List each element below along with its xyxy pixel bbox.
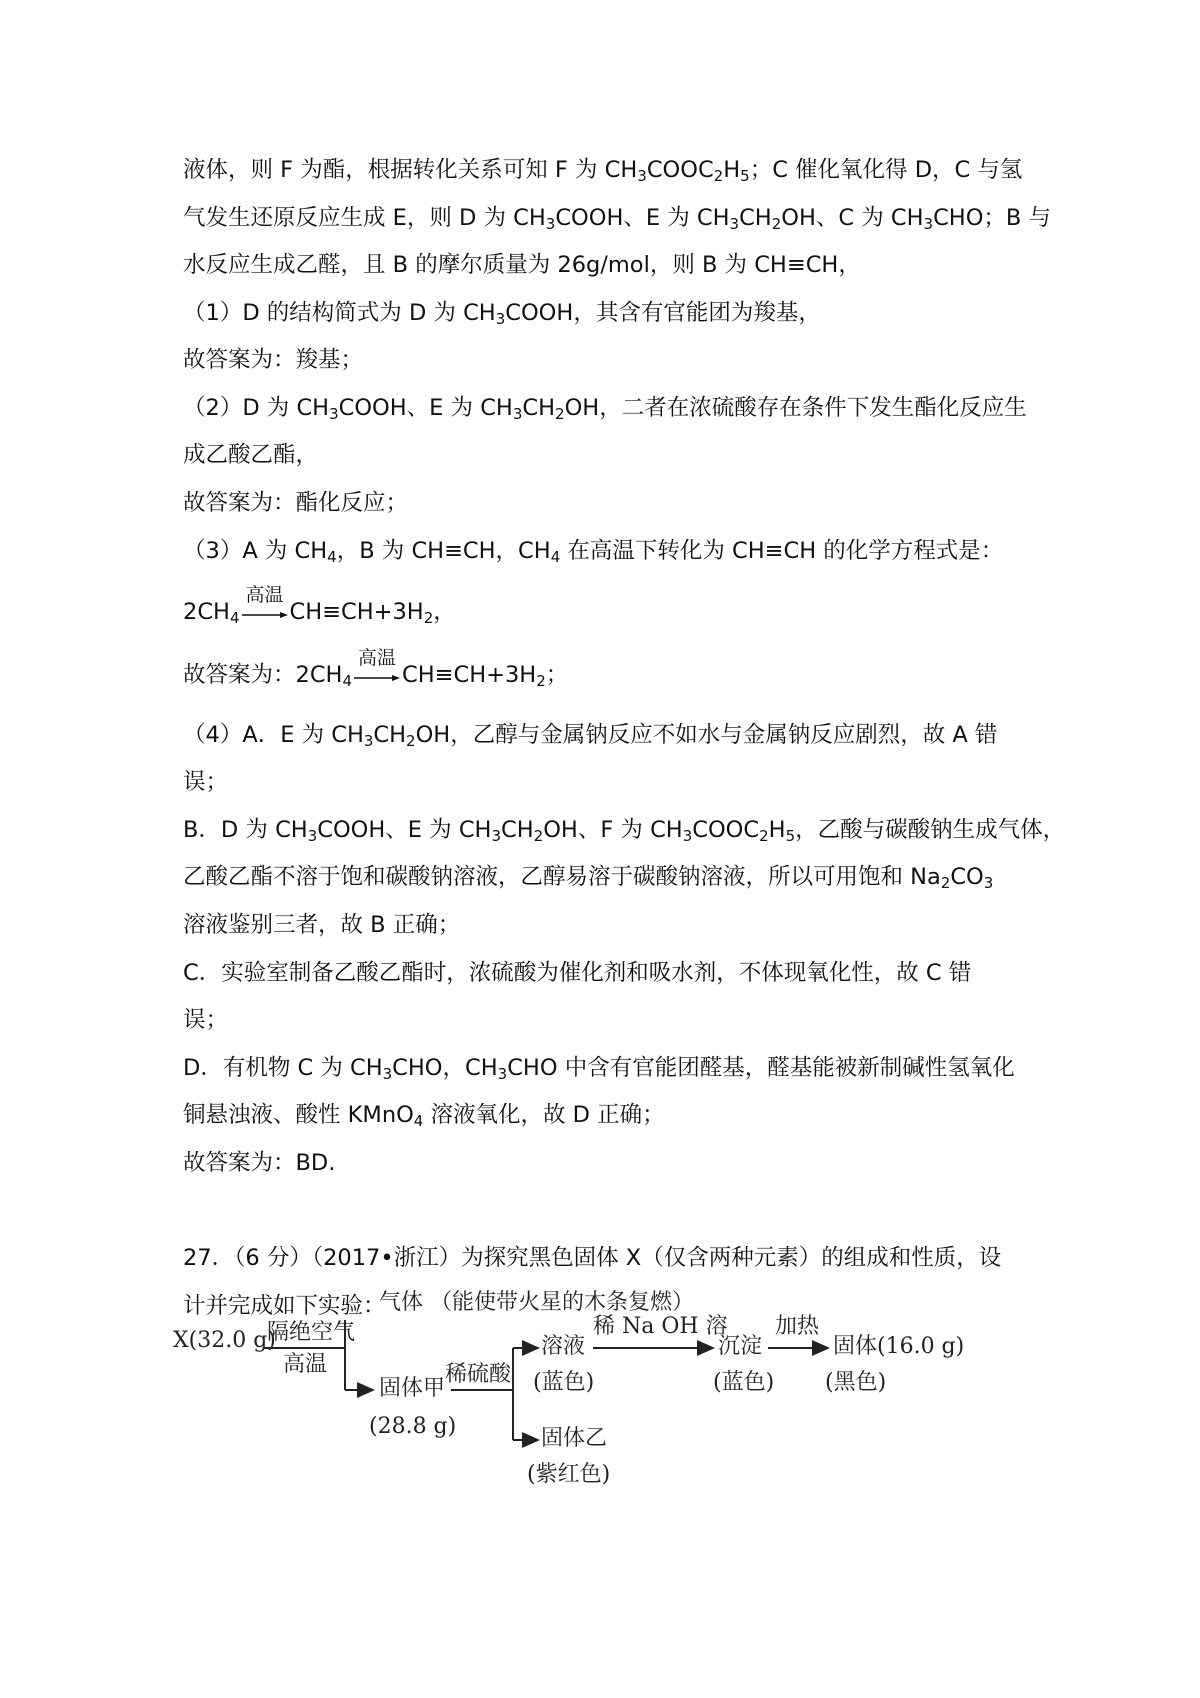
text-fragment: H bbox=[723, 157, 741, 183]
subscript: 3 bbox=[512, 405, 523, 423]
text-line bbox=[183, 392, 1033, 424]
text-fragment: 气发生还原反应生成 E，则 D 为 CH bbox=[183, 205, 546, 231]
subscript: 3 bbox=[637, 167, 647, 185]
text-fragment: COOC bbox=[692, 817, 760, 843]
text-fragment: 溶液氧化，故 D 正确； bbox=[423, 1102, 665, 1128]
text-fragment: CH≡CH+3H bbox=[402, 662, 537, 688]
text-fragment: D．有机物 C 为 CH bbox=[183, 1055, 383, 1081]
text-fragment: （1）D 的结构简式为 D 为 CH bbox=[183, 300, 496, 326]
text-fragment: B．D 为 CH bbox=[183, 817, 308, 843]
text-fragment: 故答案为：BD. bbox=[183, 1150, 336, 1176]
text-fragment: CH bbox=[739, 205, 772, 231]
subscript: 2 bbox=[771, 215, 782, 233]
text-fragment: COOH、E 为 CH bbox=[317, 817, 492, 843]
text-fragment: COOH，其含有官能团为羧基， bbox=[505, 300, 821, 326]
text-line bbox=[183, 909, 1033, 941]
text-fragment: 误； bbox=[183, 769, 229, 795]
flow-solid-c: 固体(16.0 g) bbox=[833, 1334, 965, 1359]
subscript: 4 bbox=[229, 609, 240, 627]
subscript: 4 bbox=[327, 548, 337, 566]
text-line bbox=[183, 249, 1033, 281]
subscript: 3 bbox=[497, 1065, 508, 1083]
text-line bbox=[183, 1004, 1033, 1036]
text-fragment: CHO；B 与 bbox=[933, 205, 1052, 231]
subscript: 2 bbox=[533, 827, 544, 845]
arrow-icon bbox=[354, 674, 400, 682]
flow-precipitate-color: (蓝色) bbox=[713, 1370, 775, 1395]
text-fragment: 溶液鉴别三者，故 B 正确； bbox=[183, 912, 461, 938]
text-fragment: COOH、E 为 CH bbox=[338, 395, 513, 421]
text-line bbox=[183, 647, 1033, 691]
flow-step1-temp: 高温 bbox=[283, 1352, 328, 1377]
text-fragment: CH bbox=[522, 395, 556, 421]
reaction-arrow bbox=[242, 584, 288, 623]
flow-step3-reagent: 稀 Na OH 溶 bbox=[593, 1314, 728, 1339]
text-line bbox=[183, 344, 1033, 376]
text-line bbox=[183, 861, 1033, 893]
text-line bbox=[183, 814, 1066, 846]
text-fragment: CHO 中含有官能团醛基，醛基能被新制碱性氢氧化 bbox=[507, 1055, 1015, 1081]
subscript: 5 bbox=[785, 827, 796, 845]
reaction-condition: 高温 bbox=[357, 647, 396, 669]
text-fragment: OH，二者在浓硫酸存在条件下发生酯化反应生 bbox=[564, 395, 1027, 421]
text-fragment: ， bbox=[433, 599, 456, 625]
reaction-arrow bbox=[354, 647, 400, 686]
text-fragment: 故答案为：2CH bbox=[183, 662, 343, 688]
subscript: 3 bbox=[983, 874, 994, 892]
text-fragment: OH、C 为 CH bbox=[781, 205, 924, 231]
text-fragment: 成乙酸乙酯， bbox=[183, 442, 319, 468]
subscript: 3 bbox=[729, 215, 740, 233]
text-fragment: CHO，CH bbox=[392, 1055, 498, 1081]
subscript: 3 bbox=[495, 310, 506, 328]
text-fragment: CH bbox=[373, 722, 407, 748]
text-fragment: CO bbox=[950, 864, 984, 890]
flow-gas: 气体 （能使带火星的木条复燃） bbox=[379, 1290, 694, 1315]
text-fragment: 27．（6 分）（2017•浙江）为探究黑色固体 X（仅含两种元素）的组成和性质，设 bbox=[183, 1245, 1002, 1271]
text-line bbox=[183, 535, 1033, 567]
text-fragment: 液体，则 F 为酯，根据转化关系可知 F 为 CH bbox=[183, 157, 638, 183]
subscript: 5 bbox=[740, 167, 750, 185]
text-line bbox=[183, 1099, 1033, 1131]
text-line bbox=[183, 1147, 1033, 1179]
text-line bbox=[183, 439, 1033, 471]
subscript: 3 bbox=[363, 732, 374, 750]
subscript: 3 bbox=[382, 1065, 393, 1083]
text-line bbox=[183, 297, 1033, 329]
flow-solution: 溶液 bbox=[541, 1334, 586, 1359]
flow-x-label: X(32.0 g) bbox=[173, 1328, 276, 1353]
subscript: 4 bbox=[342, 672, 352, 690]
subscript: 2 bbox=[536, 672, 546, 690]
text-fragment: CH≡CH+3H bbox=[289, 599, 424, 625]
subscript: 2 bbox=[406, 732, 416, 750]
text-fragment: 水反应生成乙醛，且 B 的摩尔质量为 26g/mol，则 B 为 CH≡CH， bbox=[183, 252, 861, 278]
text-fragment: （2）D 为 CH bbox=[183, 395, 330, 421]
text-fragment: 铜悬浊液、酸性 KMnO bbox=[183, 1102, 414, 1128]
text-line bbox=[183, 154, 1033, 186]
text-line bbox=[183, 957, 1033, 989]
text-fragment: （3）A 为 CH bbox=[183, 538, 328, 564]
subscript: 2 bbox=[940, 874, 951, 892]
flow-solution-color: (蓝色) bbox=[533, 1370, 595, 1395]
text-line bbox=[183, 766, 1033, 798]
subscript: 3 bbox=[545, 215, 556, 233]
subscript: 3 bbox=[923, 215, 934, 233]
flow-step1-condition: 隔绝空气 bbox=[267, 1320, 356, 1345]
text-fragment: 故答案为：酯化反应； bbox=[183, 490, 409, 516]
subscript: 3 bbox=[329, 405, 339, 423]
text-fragment: COOH、E 为 CH bbox=[555, 205, 730, 231]
text-fragment: ，乙酸与碳酸钠生成气体， bbox=[795, 817, 1066, 843]
flow-solid-b: 固体乙 bbox=[541, 1426, 608, 1451]
text-fragment: ；C 催化氧化得 D，C 与氢 bbox=[749, 157, 1023, 183]
text-line bbox=[183, 202, 1052, 234]
flow-step2-reagent: 稀硫酸 bbox=[445, 1362, 512, 1387]
reaction-condition: 高温 bbox=[245, 584, 284, 606]
text-fragment: ； bbox=[545, 662, 569, 688]
text-fragment: COOC bbox=[646, 157, 714, 183]
subscript: 2 bbox=[713, 167, 724, 185]
text-fragment: C．实验室制备乙酸乙酯时，浓硫酸为催化剂和吸水剂，不体现氧化性，故 C 错 bbox=[183, 960, 972, 986]
text-line bbox=[183, 584, 1033, 628]
flow-step4-condition: 加热 bbox=[775, 1314, 820, 1339]
subscript: 2 bbox=[423, 609, 434, 627]
subscript: 3 bbox=[682, 827, 693, 845]
flow-solid-a: 固体甲 bbox=[379, 1376, 446, 1401]
text-fragment: （4）A．E 为 CH bbox=[183, 722, 364, 748]
text-line bbox=[183, 487, 1033, 519]
subscript: 4 bbox=[550, 548, 561, 566]
flow-solid-c-color: (黑色) bbox=[825, 1370, 887, 1395]
text-fragment: 计并完成如下实验： bbox=[183, 1293, 386, 1319]
arrow-icon bbox=[242, 611, 288, 619]
flow-solid-a-mass: (28.8 g) bbox=[369, 1414, 457, 1439]
text-fragment: H bbox=[768, 817, 786, 843]
subscript: 4 bbox=[413, 1112, 424, 1130]
text-fragment: 乙酸乙酯不溶于饱和碳酸钠溶液，乙醇易溶于碳酸钠溶液，所以可用饱和 Na bbox=[183, 864, 941, 890]
text-fragment: 在高温下转化为 CH≡CH 的化学方程式是： bbox=[560, 538, 1004, 564]
subscript: 2 bbox=[759, 827, 769, 845]
text-fragment: OH，乙醇与金属钠反应不如水与金属钠反应剧烈，故 A 错 bbox=[415, 722, 998, 748]
text-fragment: OH、F 为 CH bbox=[543, 817, 683, 843]
flow-precipitate: 沉淀 bbox=[718, 1334, 763, 1359]
text-fragment: 2CH bbox=[183, 599, 230, 625]
subscript: 2 bbox=[555, 405, 565, 423]
text-line bbox=[183, 1052, 1033, 1084]
text-fragment: ，B 为 CH≡CH，CH bbox=[336, 538, 551, 564]
subscript: 3 bbox=[491, 827, 501, 845]
text-line bbox=[183, 719, 1033, 751]
text-fragment: CH bbox=[501, 817, 534, 843]
subscript: 3 bbox=[307, 827, 318, 845]
flow-solid-b-color: (紫红色) bbox=[527, 1462, 611, 1487]
text-fragment: 故答案为：羧基； bbox=[183, 347, 364, 373]
text-line bbox=[183, 1242, 1033, 1274]
text-fragment: 误； bbox=[183, 1007, 229, 1033]
